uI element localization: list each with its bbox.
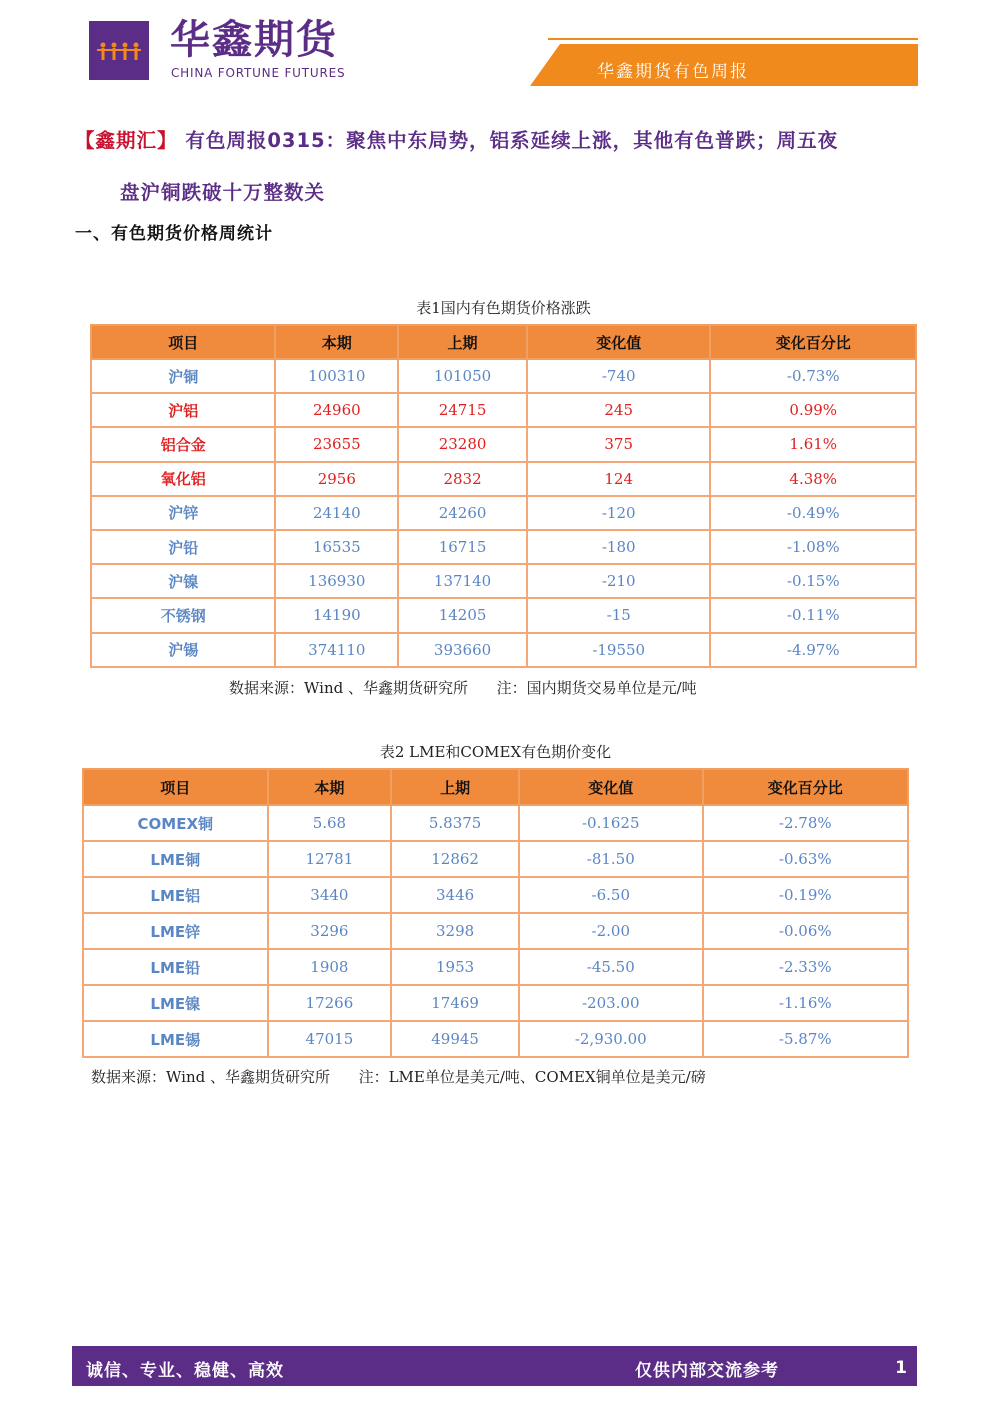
table-row [91, 564, 916, 598]
cell-cur: 23655 [275, 427, 398, 461]
table-row [91, 462, 916, 496]
table-row [91, 359, 916, 393]
cell-prev: 16715 [398, 530, 527, 564]
column-header: 上期 [391, 769, 519, 805]
cell-prev: 14205 [398, 598, 527, 632]
cell-prev: 12862 [391, 841, 519, 877]
cell-chg: -203.00 [519, 985, 703, 1021]
cell-prev: 23280 [398, 427, 527, 461]
table-header-row [83, 769, 908, 805]
cell-name: LME锡 [83, 1021, 268, 1057]
cell-chg: -740 [527, 359, 711, 393]
cell-pct: -0.15% [710, 564, 916, 598]
cell-name: LME镍 [83, 985, 268, 1021]
column-header: 变化百分比 [710, 325, 916, 359]
column-header: 项目 [91, 325, 275, 359]
cell-cur: 17266 [268, 985, 392, 1021]
cell-chg: 245 [527, 393, 711, 427]
cell-prev: 24715 [398, 393, 527, 427]
table-row [83, 1021, 908, 1057]
cell-name: LME铜 [83, 841, 268, 877]
cell-name: 沪铜 [91, 359, 275, 393]
cell-cur: 14190 [275, 598, 398, 632]
column-header: 项目 [83, 769, 268, 805]
section-heading: 一、有色期货价格周统计 [75, 224, 273, 244]
table1-caption: 表1国内有色期货价格涨跌 [416, 299, 591, 317]
cell-name: 沪铅 [91, 530, 275, 564]
cell-chg: -2,930.00 [519, 1021, 703, 1057]
table-row [83, 949, 908, 985]
cell-pct: -1.08% [710, 530, 916, 564]
cell-pct: -0.63% [703, 841, 908, 877]
cell-name: 沪锌 [91, 496, 275, 530]
cell-name: 铝合金 [91, 427, 275, 461]
table-row [91, 393, 916, 427]
cell-pct: 4.38% [710, 462, 916, 496]
cell-pct: -4.97% [710, 633, 916, 667]
cell-prev: 49945 [391, 1021, 519, 1057]
cell-pct: -5.87% [703, 1021, 908, 1057]
cell-name: 沪镍 [91, 564, 275, 598]
cell-pct: -1.16% [703, 985, 908, 1021]
column-header: 上期 [398, 325, 527, 359]
cell-prev: 1953 [391, 949, 519, 985]
table-row [83, 841, 908, 877]
cell-pct: 0.99% [710, 393, 916, 427]
cell-pct: -2.33% [703, 949, 908, 985]
cell-prev: 3446 [391, 877, 519, 913]
cell-chg: -6.50 [519, 877, 703, 913]
cell-pct: -0.49% [710, 496, 916, 530]
cell-prev: 3298 [391, 913, 519, 949]
cell-pct: -0.11% [710, 598, 916, 632]
page-number: 1 [895, 1358, 907, 1378]
cell-chg: -210 [527, 564, 711, 598]
cell-name: 氧化铝 [91, 462, 275, 496]
logo-mark [89, 21, 149, 80]
cell-chg: -19550 [527, 633, 711, 667]
table-row [83, 985, 908, 1021]
table-row [91, 496, 916, 530]
cell-name: LME锌 [83, 913, 268, 949]
cell-prev: 24260 [398, 496, 527, 530]
logo-text-cn: 华鑫期货 [170, 17, 338, 63]
report-title [75, 115, 925, 219]
table-row [91, 427, 916, 461]
cell-chg: -45.50 [519, 949, 703, 985]
cell-prev: 101050 [398, 359, 527, 393]
logo-figures-icon [95, 41, 143, 63]
cell-name: COMEX铜 [83, 805, 268, 841]
footer-motto: 诚信、专业、稳健、高效 [86, 1361, 284, 1381]
cell-chg: -120 [527, 496, 711, 530]
table1-note: 数据来源：Wind 、华鑫期货研究所 注：国内期货交易单位是元/吨 [229, 679, 697, 697]
cell-name: 沪锡 [91, 633, 275, 667]
column-header: 本期 [275, 325, 398, 359]
cell-pct: -0.06% [703, 913, 908, 949]
cell-cur: 136930 [275, 564, 398, 598]
title-line1: 有色周报0315：聚焦中东局势，铝系延续上涨，其他有色普跌；周五夜 [185, 129, 839, 152]
cell-name: LME铅 [83, 949, 268, 985]
cell-cur: 100310 [275, 359, 398, 393]
cell-pct: -2.78% [703, 805, 908, 841]
cell-chg: -15 [527, 598, 711, 632]
table2-note: 数据来源：Wind 、华鑫期货研究所 注：LME单位是美元/吨、COMEX铜单位是美元/磅 [91, 1068, 706, 1086]
cell-chg: -180 [527, 530, 711, 564]
cell-chg: -2.00 [519, 913, 703, 949]
cell-cur: 47015 [268, 1021, 392, 1057]
title-tag: 【鑫期汇】 [75, 129, 178, 152]
cell-prev: 137140 [398, 564, 527, 598]
column-header: 变化值 [527, 325, 711, 359]
cell-chg: -0.1625 [519, 805, 703, 841]
cell-name: 不锈钢 [91, 598, 275, 632]
cell-cur: 12781 [268, 841, 392, 877]
cell-pct: -0.19% [703, 877, 908, 913]
table2-caption: 表2 LME和COMEX有色期价变化 [379, 743, 612, 761]
table-row [83, 913, 908, 949]
cell-cur: 16535 [275, 530, 398, 564]
cell-cur: 5.68 [268, 805, 392, 841]
table-row [91, 598, 916, 632]
cell-cur: 24140 [275, 496, 398, 530]
cell-cur: 3440 [268, 877, 392, 913]
cell-cur: 374110 [275, 633, 398, 667]
overseas-price-table [82, 768, 909, 1058]
cell-prev: 5.8375 [391, 805, 519, 841]
table-header-row [91, 325, 916, 359]
header-band-text: 华鑫期货有色周报 [597, 62, 749, 82]
table-row [83, 877, 908, 913]
cell-pct: 1.61% [710, 427, 916, 461]
cell-chg: -81.50 [519, 841, 703, 877]
title-line2: 盘沪铜跌破十万整数关 [120, 181, 326, 204]
column-header: 变化百分比 [703, 769, 908, 805]
cell-name: LME铝 [83, 877, 268, 913]
cell-chg: 124 [527, 462, 711, 496]
cell-cur: 3296 [268, 913, 392, 949]
cell-prev: 17469 [391, 985, 519, 1021]
cell-cur: 1908 [268, 949, 392, 985]
column-header: 变化值 [519, 769, 703, 805]
page-footer [72, 1346, 917, 1386]
table-row [91, 633, 916, 667]
cell-name: 沪铝 [91, 393, 275, 427]
domestic-price-table [90, 324, 917, 668]
cell-chg: 375 [527, 427, 711, 461]
logo-text-en: CHINA FORTUNE FUTURES [171, 66, 346, 80]
footer-disclaimer: 仅供内部交流参考 [635, 1361, 779, 1381]
cell-prev: 2832 [398, 462, 527, 496]
cell-prev: 393660 [398, 633, 527, 667]
cell-cur: 2956 [275, 462, 398, 496]
cell-cur: 24960 [275, 393, 398, 427]
table-row [91, 530, 916, 564]
column-header: 本期 [268, 769, 392, 805]
header-rule [548, 38, 918, 40]
table-row [83, 805, 908, 841]
cell-pct: -0.73% [710, 359, 916, 393]
